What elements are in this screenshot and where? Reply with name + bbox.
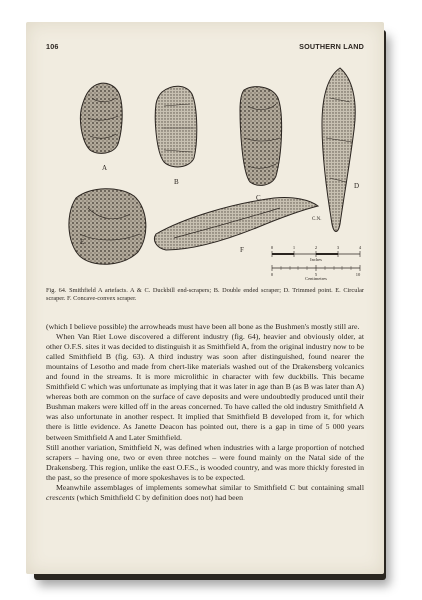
paragraph-1: (which I believe possible) the arrowheads must have been all bone as the Bushmen's mostly still are. [46,322,360,331]
page-header [46,42,364,54]
inch-tick-3: 3 [336,245,340,250]
cm-tick-10: 10 [355,272,361,277]
label-e: E [80,238,85,246]
label-f: F [240,246,244,254]
cm-tick-5: 5 [314,272,318,277]
page-number: 106 [46,42,59,51]
label-b: B [174,178,179,186]
paragraph-4-italic: crescents [46,492,75,502]
artefact-d-drawing [322,68,355,232]
label-c: C [256,194,261,202]
book-page [26,22,384,574]
cm-label: Centimetres [305,276,327,280]
artefact-c-drawing [240,87,282,186]
inch-tick-1: 1 [292,245,296,250]
paragraph-2: When Van Riet Lowe discovered a different industry (fig. 64), heavier and obviously older, at other O.F.S. sites it was decided to distinguish it as Smithfield A, from the original industry now to be called Smithfield B (fig. 63). A third industry was soon after distinguished, found nearer the mountains of Lesotho and made from chert-like materials washed out of the Drakensberg volcanics and found in the streams. It is more microlithic in character with few duckbills. This became Smithfield C which was unfortunate as implying that it was later in age than B (as B was later than A) whereas both are common on the surface of cave deposits and were undoubtedly produced until their Bushman makers were killed off in the areas concerned. To have called the old industry Smithfield A was also unfortunate in another respect. It implied that Smithfield B developed from it, for which there is little evidence. As Janette Deacon has pointed out, there is a gap in time of 5 000 years between Smithfield A and Later Smithfield. [46,332,364,442]
artefact-b-drawing [155,86,197,167]
paragraph-4 [46,483,364,503]
artefact-f-drawing [154,197,318,250]
inch-tick-4: 4 [358,245,362,250]
inch-label: Inches [310,257,322,262]
artefact-e-drawing [69,189,146,265]
label-d: D [354,182,360,190]
inch-tick-2: 2 [314,245,318,250]
figure-caption: Fig. 64. Smithfield A artefacts. A & C. Duckbill end-scrapers; B. Double ended scraper; D. Trimmed point. E. Circular scraper. F. Concave-convex scraper. [46,287,364,303]
running-head: SOUTHERN LAND [299,42,364,51]
artefact-drawings [44,58,366,280]
inch-tick-0: 0 [270,245,274,250]
paragraph-4-start: Meanwhile assemblages of implements somewhat similar to Smithfield C but containing small [56,482,364,492]
body-text [46,322,364,503]
label-a: A [102,164,108,172]
figure-64-illustration [44,58,366,280]
scale-bar [271,245,362,280]
paragraph-4-end: (which Smithfield C by definition does not) had been [74,492,243,502]
cm-tick-0: 0 [270,272,274,277]
artefact-a-drawing [80,83,122,153]
label-cn: C.N. [312,217,322,222]
paragraph-3: Still another variation, Smithfield N, was defined when industries with a large proportion of notched scrapers – having one, two or even three notches – were found mainly on the Natal side of the Drakensberg. This region, unlike the east O.F.S., is wooded country, and was more thickly forested in the past, so the presence of more spokeshaves is to be expected. [46,442,364,482]
